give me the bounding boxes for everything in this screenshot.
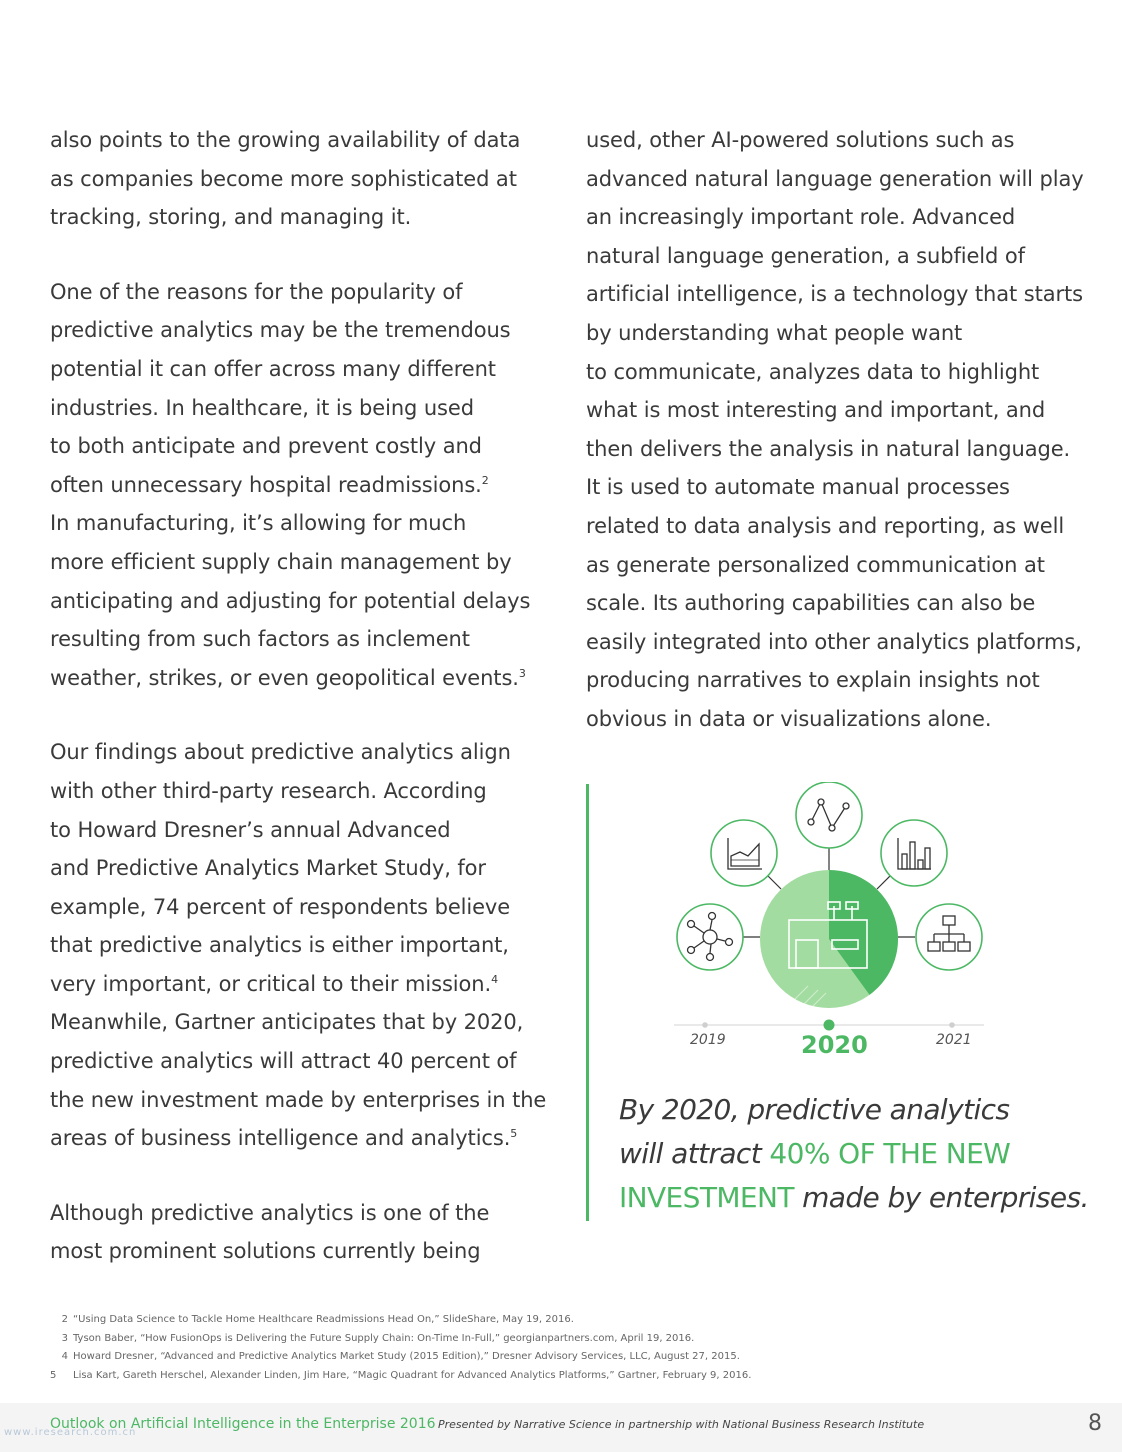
text-line: predictive analytics may be the tremendous xyxy=(50,318,511,343)
text-line: what is most interesting and important, and xyxy=(586,398,1046,423)
text-line: an increasingly important role. Advanced xyxy=(586,205,1016,230)
callout-text: will attract xyxy=(619,1137,770,1170)
footnote-ref[interactable]: 3 xyxy=(518,666,526,680)
paragraph-popularity xyxy=(50,273,550,698)
text-line: One of the reasons for the popularity of xyxy=(50,279,463,304)
text-line: to communicate, analyzes data to highlight xyxy=(586,359,1040,384)
text-line xyxy=(50,466,550,505)
timeline-dot-2020[interactable] xyxy=(824,1020,835,1031)
area-chart-circle xyxy=(711,820,777,886)
infographic-svg xyxy=(670,782,990,1062)
paragraph-nlg xyxy=(586,121,1086,739)
timeline-dot-2021[interactable] xyxy=(949,1022,955,1028)
text-line: potential it can offer across many different xyxy=(50,356,496,381)
text-line: scale. Its authoring capabilities can also be xyxy=(586,591,1036,616)
footnote-number: 2 xyxy=(61,1314,68,1325)
text-line: In manufacturing, it’s allowing for much xyxy=(50,511,467,536)
footnote-text: Lisa Kart, Gareth Herschel, Alexander Linden, Jim Hare, “Magic Quadrant for Advanced Analytics Platforms,” Gartner, February 9, 2016. xyxy=(73,1369,752,1381)
footnote-number: 3 xyxy=(61,1332,68,1344)
text-line: with other third-party research. According xyxy=(50,778,487,803)
text-line: to both anticipate and prevent costly and xyxy=(50,434,482,459)
right-column xyxy=(586,121,1086,775)
text-line: Meanwhile, Gartner anticipates that by 2020, xyxy=(50,1010,524,1035)
left-column xyxy=(50,121,550,1307)
footnote-item xyxy=(50,1311,751,1330)
text-line: advanced natural language generation will play xyxy=(586,166,1084,191)
paragraph-findings xyxy=(50,733,550,1158)
text-line: to Howard Dresner’s annual Advanced xyxy=(50,817,451,842)
text-line: natural language generation, a subfield of xyxy=(586,243,1025,268)
page-number: 8 xyxy=(1088,1411,1102,1436)
timeline-dot-2019[interactable] xyxy=(702,1022,708,1028)
text-line: also points to the growing availability of data xyxy=(50,128,521,152)
text-segment: areas of business intelligence and analytics. xyxy=(50,1126,511,1151)
text-line xyxy=(50,1119,550,1158)
text-line: then delivers the analysis in natural language. xyxy=(586,436,1071,461)
footnote-text: Tyson Baber, “How FusionOps is Delivering the Future Supply Chain: On-Time In-Full,” georgianpartners.com, April 19, 2016. xyxy=(73,1332,695,1344)
text-line: obvious in data or visualizations alone. xyxy=(586,706,992,731)
footnotes xyxy=(50,1311,751,1385)
text-line: the new investment made by enterprises in the xyxy=(50,1087,547,1112)
text-line: as generate personalized communication at xyxy=(586,552,1045,577)
text-line: anticipating and adjusting for potential delays xyxy=(50,588,531,613)
timeline-year-2020: 2020 xyxy=(801,1031,868,1059)
callout-highlight: 40% OF THE NEW xyxy=(769,1137,1011,1170)
footnote-ref[interactable]: 2 xyxy=(481,473,489,487)
text-line: industries. In healthcare, it is being used xyxy=(50,395,474,420)
footnote-ref[interactable]: 4 xyxy=(491,972,498,986)
text-line: most prominent solutions currently being xyxy=(50,1239,481,1264)
footnote-text: Howard Dresner, “Advanced and Predictive Analytics Market Study (2015 Edition),” Dresner Advisory Services, LLC, August 27, 2015. xyxy=(73,1351,740,1362)
footnote-text: “Using Data Science to Tackle Home Healthcare Readmissions Head On,” SlideShare, May 19, 2016. xyxy=(73,1314,574,1325)
callout-line-1: By 2020, predictive analytics xyxy=(619,1093,1010,1126)
text-line: Although predictive analytics is one of the xyxy=(50,1200,490,1225)
callout-quote xyxy=(619,1088,1099,1220)
text-line: easily integrated into other analytics platforms, xyxy=(586,629,1082,654)
bar-chart-circle xyxy=(881,820,947,886)
text-segment: very important, or critical to their mission. xyxy=(50,971,492,996)
text-line: used, other AI-powered solutions such as xyxy=(586,128,1015,152)
footer-report-title: Outlook on Artificial Intelligence in the Enterprise 2016 xyxy=(50,1416,436,1432)
text-segment: weather, strikes, or even geopolitical events. xyxy=(50,665,519,690)
investment-infographic xyxy=(670,782,990,1062)
text-line: by understanding what people want xyxy=(586,320,963,345)
footnote-item xyxy=(50,1330,751,1349)
text-line: Our findings about predictive analytics align xyxy=(50,740,511,765)
footnote-number: 5 xyxy=(50,1369,57,1381)
footnote-item xyxy=(50,1348,751,1367)
paragraph-data-availability xyxy=(50,121,550,237)
text-line: related to data analysis and reporting, as well xyxy=(586,513,1065,538)
footnote-ref[interactable]: 5 xyxy=(510,1127,518,1141)
text-line xyxy=(50,659,550,698)
timeline-year-2019: 2019 xyxy=(690,1032,726,1048)
text-line: that predictive analytics is either important, xyxy=(50,933,509,958)
text-line: predictive analytics will attract 40 percent of xyxy=(50,1049,517,1074)
paragraph-prominent xyxy=(50,1194,550,1271)
footnote-number: 4 xyxy=(61,1351,68,1362)
footnote-item xyxy=(50,1367,751,1386)
callout-highlight: INVESTMENT xyxy=(619,1181,794,1214)
line-chart-circle xyxy=(796,782,862,848)
text-line: tracking, storing, and managing it. xyxy=(50,205,412,230)
text-line xyxy=(50,965,550,1004)
text-line: as companies become more sophisticated at xyxy=(50,166,517,191)
text-line: more efficient supply chain management by xyxy=(50,549,512,574)
text-line: producing narratives to explain insights not xyxy=(586,668,1040,693)
page-footer xyxy=(0,1403,1122,1452)
watermark: www.iresearch.com.cn xyxy=(4,1427,137,1438)
text-line: example, 74 percent of respondents believe xyxy=(50,894,511,919)
text-line: It is used to automate manual processes xyxy=(586,475,1010,500)
callout-text: made by enterprises. xyxy=(793,1181,1089,1214)
timeline-year-2021: 2021 xyxy=(936,1032,972,1048)
sidebar-accent-bar xyxy=(586,784,589,1221)
text-line: artificial intelligence, is a technology that starts xyxy=(586,282,1083,307)
footer-presented-by: Presented by Narrative Science in partnership with National Business Research Institute xyxy=(438,1418,925,1431)
text-segment: often unnecessary hospital readmissions. xyxy=(50,472,482,497)
text-line: and Predictive Analytics Market Study, for xyxy=(50,856,486,881)
text-line: resulting from such factors as inclement xyxy=(50,627,470,652)
